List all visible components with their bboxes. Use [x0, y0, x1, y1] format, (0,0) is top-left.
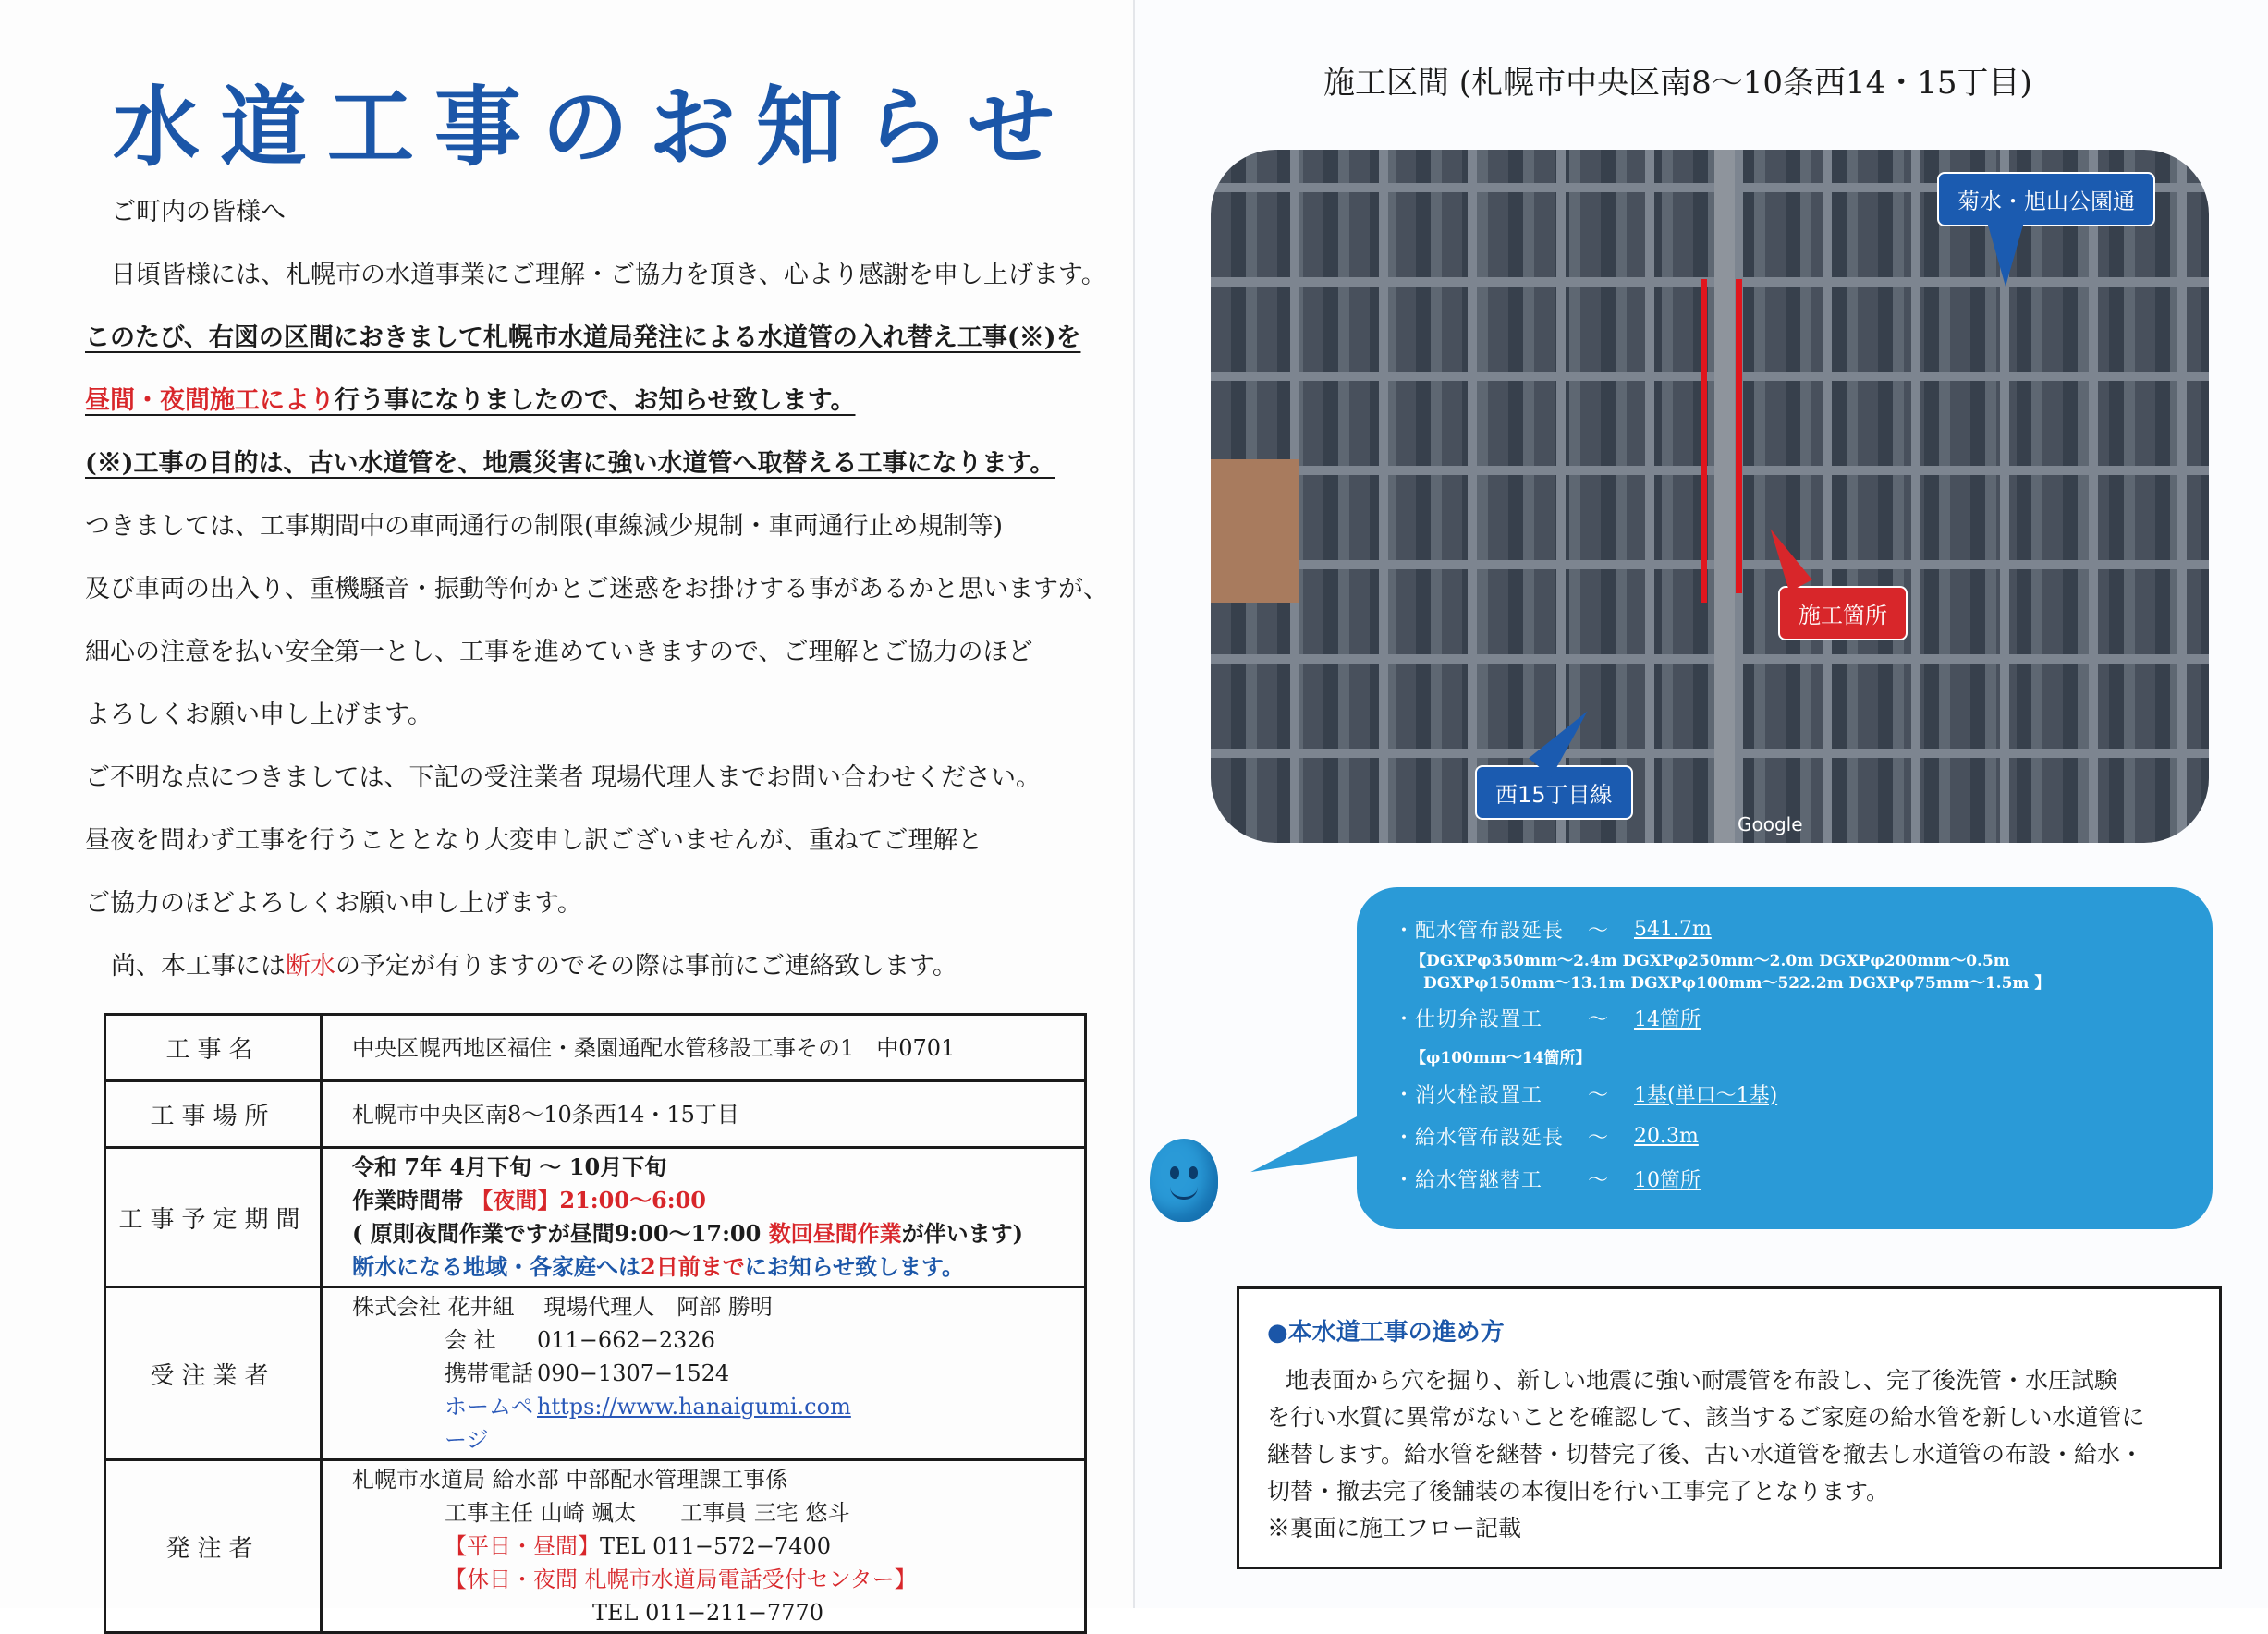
spec-row [1394, 1115, 2176, 1157]
daynight-text: 昼間・夜間施工により [85, 386, 335, 415]
table-row [105, 1015, 1086, 1081]
spec-key: ・仕切弁設置工 [1394, 1007, 1543, 1031]
procedure-line: 切替・撤去完了後舗装の本復旧を行い工事完了となります。 [1267, 1478, 1890, 1505]
table-row [105, 1287, 1086, 1460]
mobile-phone-row [352, 1357, 1084, 1390]
homepage-label: ホームページ [445, 1394, 533, 1453]
table-row [105, 1148, 1086, 1287]
spec-key: ・給水管継替工 [1394, 1168, 1543, 1192]
label-orderer: 発注者 [105, 1460, 322, 1633]
spec-sep: 〜 [1588, 919, 1609, 943]
left-page [0, 0, 1133, 1626]
spec-value: 541.7m [1634, 917, 1712, 941]
contractor-company: 株式会社 花井組 現場代理人 阿部 勝明 [352, 1294, 773, 1320]
valve-note: 【φ100mm〜14箇所】 [1410, 1048, 1591, 1067]
aerial-map [1211, 150, 2209, 843]
procedure-line: 地表面から穴を掘り、新しい地震に強い耐震管を布設し、完了後洗管・水圧試験 [1286, 1367, 2118, 1394]
homepage-row [352, 1390, 1084, 1457]
company-phone-row [352, 1323, 1084, 1357]
procedure-line: ※裏面に施工フロー記載 [1267, 1515, 1522, 1542]
project-place: 札幌市中央区南8〜10条西14・15丁目 [322, 1081, 1086, 1148]
holiday-tel[interactable]: TEL 011−211−7770 [592, 1600, 824, 1626]
table-row [105, 1081, 1086, 1148]
body-line-emphasis: このたび、右図の区間におきまして札幌市水道局発注による水道管の入れ替え工事(※)を [85, 323, 1081, 352]
spec-box [1357, 887, 2213, 1229]
holiday-label: 【休日・夜間 札幌市水道局電話受付センター】 [445, 1567, 917, 1592]
body-line-water-cut [85, 935, 1092, 998]
spec-row [1394, 996, 2176, 1039]
label-project-name: 工事名 [105, 1015, 322, 1081]
water-cut-text: 断水 [286, 952, 335, 981]
procedure-title: ●本水道工事の進め方 [1267, 1319, 1505, 1347]
callout-street: 菊水・旭山公園通 [1937, 172, 2155, 226]
spec-value: 14箇所 [1634, 1007, 1701, 1031]
project-name: 中央区幌西地区福住・桑園通配水管移設工事その1 中0701 [322, 1015, 1086, 1081]
spec-row [1394, 908, 2176, 950]
body-line: 昼夜を問わず工事を行うこととなり大変申し訳ございませんが、重ねてご理解と [85, 826, 983, 855]
orderer-staff: 工事主任 山崎 颯太 工事員 三宅 悠斗 [445, 1500, 850, 1526]
notice-body [85, 181, 1108, 998]
body-line: よろしくお願い申し上げます。 [85, 701, 433, 729]
pipe-note-line: DGXPφ150mm〜13.1m DGXPφ100mm〜522.2m DGXPφ75mm〜1.5m 】 [1423, 974, 2051, 993]
note-text: が伴います) [901, 1220, 1024, 1247]
spec-sep: 〜 [1588, 1007, 1609, 1031]
orderer-info [322, 1460, 1086, 1633]
spec-sep: 〜 [1588, 1168, 1609, 1192]
water-cut-notice [352, 1250, 1084, 1284]
mobile-label: 携帯電話 [445, 1360, 533, 1386]
weekday-tel[interactable]: TEL 011−572−7400 [600, 1533, 832, 1559]
work-hours [352, 1184, 1084, 1217]
body-line: 日頃皆様には、札幌市の水道事業にご理解・ご協力を頂き、心より感謝を申し上げます。 [111, 261, 1106, 289]
body-text: 尚、本工事には [111, 952, 286, 981]
spec-value: 20.3m [1634, 1124, 1699, 1148]
daytime-note: 数回昼間作業 [768, 1220, 902, 1247]
orderer-org: 札幌市水道局 給水部 中部配水管理課工事係 [352, 1467, 788, 1493]
mobile-tel[interactable]: 090−1307−1524 [537, 1360, 730, 1386]
spec-row [1394, 1072, 2176, 1115]
spec-value: 10箇所 [1634, 1168, 1701, 1192]
pipe-note [1394, 950, 2176, 996]
body-line: 及び車両の出入り、重機騒音・振動等何かとご迷惑をお掛けする事があるかと思いますが、 [85, 575, 1108, 604]
spec-row [1394, 1157, 2176, 1200]
cut-deadline: 2日前まで [640, 1253, 745, 1280]
spec-key: ・消火栓設置工 [1394, 1083, 1543, 1107]
mascot-mouth [1170, 1187, 1198, 1200]
weekday-contact [352, 1530, 1084, 1563]
callout-site: 施工箇所 [1778, 586, 1908, 640]
body-line-emphasis [85, 370, 1092, 433]
project-info-table [104, 1013, 1087, 1634]
spec-sep: 〜 [1588, 1126, 1609, 1150]
callout-street-tail [1987, 222, 2024, 287]
period-dates: 令和 7年 4月下旬 〜 10月下旬 [352, 1153, 667, 1180]
table-row [105, 1460, 1086, 1633]
water-drop-mascot-icon [1150, 1139, 1218, 1222]
night-hours: 【夜間】21:00〜6:00 [470, 1187, 706, 1213]
body-text: 行う事になりましたので、お知らせ致します。 [335, 386, 856, 415]
pipe-note-line: 【DGXPφ350mm〜2.4m DGXPφ250mm〜2.0m DGXPφ200mm〜0.5m [1410, 952, 2010, 970]
label-project-place: 工事場所 [105, 1081, 322, 1148]
mascot-eye [1189, 1166, 1198, 1179]
label-contractor: 受注業者 [105, 1287, 322, 1460]
project-period [322, 1148, 1086, 1287]
notice-title: 水道工事のお知らせ [113, 78, 1076, 178]
procedure-body [1267, 1362, 2191, 1547]
body-line: ご協力のほどよろしくお願い申し上げます。 [85, 889, 582, 918]
cut-text: 断水になる地域・各家庭へは [352, 1253, 640, 1280]
procedure-line: を行い水質に異常がないことを確認して、該当するご家庭の給水管を新しい水道管に [1267, 1404, 2145, 1431]
section-title: 施工区間 (札幌市中央区南8〜10条西14・15丁目) [1323, 65, 2032, 102]
company-label: 会 社 [445, 1327, 496, 1353]
spec-value: 1基(単口〜1基) [1634, 1083, 1778, 1107]
construction-line-west [1701, 279, 1707, 603]
construction-line-east [1736, 279, 1742, 593]
body-line: ご不明な点につきましては、下記の受注業者 現場代理人までお問い合わせください。 [85, 763, 1042, 792]
hours-label: 作業時間帯 [352, 1187, 463, 1213]
spec-key: ・配水管布設延長 [1394, 919, 1565, 943]
contractor-info [322, 1287, 1086, 1460]
callout-line: 西15丁目線 [1475, 765, 1633, 820]
procedure-line: 継替します。給水管を継替・切替完了後、古い水道管を撤去し水道管の布設・給水・ [1267, 1441, 2144, 1468]
weekday-label: 【平日・昼間】 [445, 1533, 600, 1559]
spec-sep: 〜 [1588, 1083, 1609, 1107]
spec-key: ・給水管布設延長 [1394, 1126, 1565, 1150]
body-line-purpose: (※)工事の目的は、古い水道管を、地震災害に強い水道管へ取替える工事になります。 [85, 449, 1055, 478]
company-tel[interactable]: 011−662−2326 [537, 1327, 715, 1353]
body-line: つきましては、工事期間中の車両通行の制限(車線減少規制・車両通行止め規制等) [85, 512, 1004, 541]
map-field [1211, 459, 1299, 603]
mascot-eye [1170, 1166, 1179, 1179]
homepage-link[interactable]: https://www.hanaigumi.com [537, 1394, 851, 1420]
procedure-box [1237, 1286, 2222, 1569]
hours-note [352, 1217, 1084, 1250]
body-text: の予定が有りますのでその際は事前にご連絡致します。 [335, 952, 957, 981]
label-project-period: 工事予定期間 [105, 1148, 322, 1287]
cut-text: にお知らせ致します。 [744, 1253, 965, 1280]
greeting: ご町内の皆様へ [111, 198, 286, 226]
map-credit: Google [1738, 813, 1803, 835]
note-text: ( 原則夜間作業ですが昼間9:00〜17:00 [352, 1220, 769, 1247]
map-main-road [1714, 150, 1735, 843]
body-line: 細心の注意を払い安全第一とし、工事を進めていきますので、ご理解とご協力のほど [85, 638, 1033, 666]
